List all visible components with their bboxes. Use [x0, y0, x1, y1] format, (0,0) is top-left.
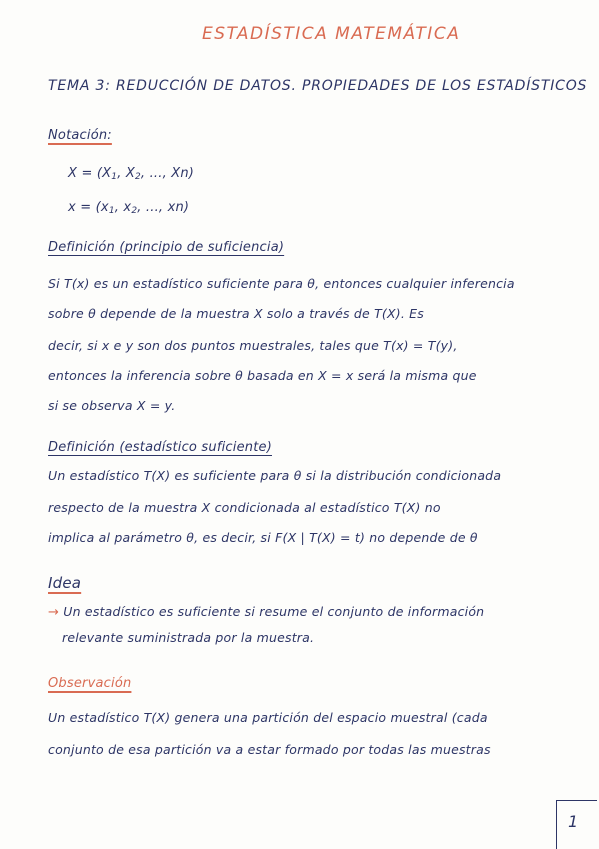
observacion-line-1: Un estadístico T(X) genera una partición del espacio muestral (cada	[48, 710, 488, 725]
notacion-line2-sub1: 1	[108, 206, 115, 216]
definicion-estadistico-line-1: Un estadístico T(X) es suficiente para θ si la distribución condicionada	[48, 468, 502, 483]
document-title: ESTADÍSTICA MATEMÁTICA	[202, 24, 461, 44]
notacion-random-sample	[68, 166, 194, 182]
notacion-line1-sub1: 1	[111, 172, 118, 182]
definicion-principio-line-2: sobre θ depende de la muestra X solo a través de T(X). Es	[48, 306, 424, 321]
tema-heading: TEMA 3: REDUCCIÓN DE DATOS. PROPIEDADES DE LOS ESTADÍSTICOS	[48, 78, 588, 94]
idea-line-1-text: Un estadístico es suficiente si resume el conjunto de información	[63, 604, 485, 619]
definicion-principio-line-4: entonces la inferencia sobre θ basada en X = x será la misma que	[48, 368, 477, 383]
definicion-principio-heading: Definición (principio de suficiencia)	[48, 240, 285, 255]
definicion-estadistico-line-3: implica al parámetro θ, es decir, si F(X | T(X) = t) no depende de θ	[48, 530, 478, 545]
notacion-line2-suffix: , ..., xn)	[137, 200, 190, 215]
notacion-line1-prefix: X = (X	[68, 166, 112, 181]
notacion-line1-mid: , X	[117, 166, 135, 181]
idea-line-2: relevante suministrada por la muestra.	[62, 630, 315, 645]
notacion-line2-sub2: 2	[131, 206, 138, 216]
definicion-principio-line-3: decir, si x e y son dos puntos muestrales, tales que T(x) = T(y),	[48, 338, 458, 353]
definicion-estadistico-heading: Definición (estadístico suficiente)	[48, 440, 272, 455]
definicion-principio-line-5: si se observa X = y.	[48, 398, 176, 413]
page-number: 1	[568, 812, 579, 831]
observacion-line-2: conjunto de esa partición va a estar formado por todas las muestras	[48, 742, 491, 757]
arrow-icon: →	[48, 605, 60, 620]
notacion-heading: Notación:	[48, 128, 112, 143]
definicion-principio-line-1: Si T(x) es un estadístico suficiente para θ, entonces cualquier inferencia	[48, 276, 515, 291]
observacion-heading: Observación	[48, 676, 132, 691]
notacion-line2-mid: , x	[114, 200, 132, 215]
notacion-line1-suffix: , ..., Xn)	[140, 166, 195, 181]
notacion-line2-prefix: x = (x	[68, 200, 109, 215]
definicion-estadistico-line-2: respecto de la muestra X condicionada al estadístico T(X) no	[48, 500, 441, 515]
idea-heading: Idea	[48, 574, 82, 592]
notacion-line1-sub2: 2	[134, 172, 141, 182]
idea-line-1	[48, 604, 484, 620]
notacion-observed-sample	[68, 200, 189, 216]
